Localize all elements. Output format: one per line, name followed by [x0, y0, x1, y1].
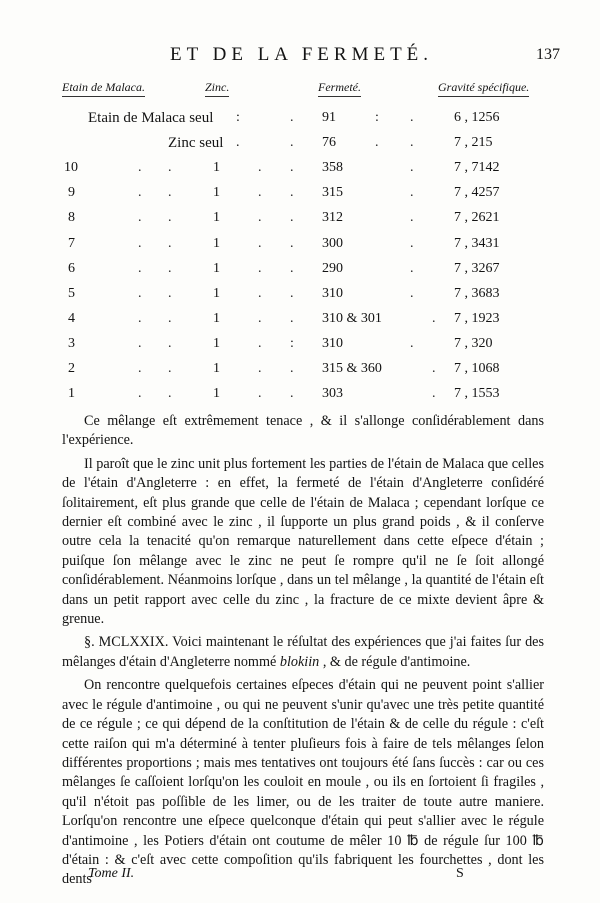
leader-dot: .	[410, 286, 414, 301]
cell-firmness: 290	[322, 261, 343, 276]
leader-dot: .	[258, 361, 262, 376]
leader-dot: .	[138, 311, 142, 326]
leader-dot: .	[258, 286, 262, 301]
leader-dot: .	[258, 336, 262, 351]
cell-firmness: 303	[322, 386, 343, 401]
cell-tin: 3	[68, 336, 75, 351]
cell-tin: 5	[68, 286, 75, 301]
cell-firmness: 310	[322, 286, 343, 301]
leader-dot: .	[168, 236, 172, 251]
leader-dot: .	[168, 261, 172, 276]
leader-dot: .	[432, 386, 436, 401]
cell-gravity: 7 , 1553	[454, 386, 500, 401]
cell-zinc: 1	[213, 236, 220, 251]
leader-dot: .	[168, 361, 172, 376]
leader-dot: :	[290, 336, 294, 351]
paragraph: On rencontre quelquefois certaines eſpeces d'étain qui ne peuvent point s'allier avec le régule d'antimoine , ou qui ne peuvent s'unir qu'avec une très petite quantité de ce régule ; ce qui dépend de la conſtitution de l'étain & de celle du régule : c'eſt cette raiſon qui m'a déterminé à tenter pluſieurs fois à faire de tels mêlanges ſelon différentes proportions ; mais mes tentatives ont toujours été ſans ſuccès : car ou ces mêlanges ſe caſſoient lorſqu'on les couloit en moule , ou ils en ſortoient ſi fragiles , qu'il n'étoit pas poſſible de les limer, ou de les traiter de toute autre maniere. Lorſqu'on rencontre une eſpece quelconque d'étain qui peut s'allier avec le régule d'antimoine , les Potiers d'étain ont coutume de mêler 10 ℔ de régule ſur 100 ℔ d'étain : & c'eſt avec cette compoſition qu'ils fabriquent les fourchettes , dont les dents	[62, 677, 544, 888]
cell-firmness: 310 & 301	[322, 311, 382, 326]
leader-dot: .	[138, 386, 142, 401]
header-zinc: Zinc.	[205, 80, 229, 97]
leader-dot: .	[138, 336, 142, 351]
cell-firmness: 315	[322, 185, 343, 200]
paragraph-text: §. MCLXXIX. Voici maintenant le réſultat des expériences que j'ai faites ſur des mêlanges d'étain d'Angleterre nommé	[62, 634, 544, 670]
cell-tin: 4	[68, 311, 75, 326]
leader-dot: .	[138, 210, 142, 225]
table-row	[0, 210, 600, 234]
leader-dot: .	[410, 210, 414, 225]
table-row	[0, 361, 600, 385]
header-firmness: Fermeté.	[318, 80, 361, 97]
table-row-tin-alone	[0, 110, 600, 134]
row-mark: :	[236, 110, 240, 125]
leader-dot: .	[410, 160, 414, 175]
cell-firmness: 310	[322, 336, 343, 351]
leader-dot: .	[258, 386, 262, 401]
leader-dot: .	[258, 210, 262, 225]
cell-gravity: 7 , 1068	[454, 361, 500, 376]
leader-dot: .	[258, 311, 262, 326]
table-row	[0, 236, 600, 260]
leader-dot: .	[432, 361, 436, 376]
leader-dot: .	[410, 110, 414, 125]
signature-mark: S	[456, 866, 464, 881]
row-mark: .	[236, 135, 240, 150]
leader-dot: .	[168, 336, 172, 351]
italic-term: blokiin	[279, 653, 320, 670]
cell-firmness: 300	[322, 236, 343, 251]
leader-dot: .	[290, 311, 294, 326]
page-number: 137	[536, 46, 560, 63]
cell-zinc: 1	[213, 210, 220, 225]
table-header	[0, 80, 600, 100]
table-row	[0, 185, 600, 209]
leader-dot: .	[290, 236, 294, 251]
leader-dot: .	[138, 160, 142, 175]
table-row	[0, 386, 600, 410]
cell-tin: 8	[68, 210, 75, 225]
cell-firmness: 315 & 360	[322, 361, 382, 376]
leader-dot: .	[258, 236, 262, 251]
cell-gravity: 7 , 320	[454, 336, 493, 351]
leader-dot: .	[290, 210, 294, 225]
header-gravity: Gravité spécifique.	[438, 80, 529, 97]
leader-dot: .	[168, 311, 172, 326]
leader-dot: .	[258, 185, 262, 200]
table-row	[0, 286, 600, 310]
leader-dot: .	[410, 236, 414, 251]
leader-dot: .	[138, 286, 142, 301]
leader-dot: .	[410, 261, 414, 276]
volume-mark: Tome II.	[88, 866, 135, 881]
leader-dot: .	[290, 110, 294, 125]
paragraph: Il paroît que le zinc unit plus fortement les parties de l'étain de Malaca que celles de l'étain d'Angleterre : en effet, la fermeté de l'étain d'Angleterre conſidéré ſolitairement, eſt plus grande que celle de l'étain de Malaca ; cependant lorſque ce dernier eſt combiné avec le zinc , il ſupporte un plus grand poids , & il conſerve outre cela la tenacité qu'on remarque naturellement dans cette eſpece d'étain ; puiſque ſon mêlange avec le zinc ne peut ſe rompre qu'il ne ſe ſoit allongé conſidérablement. Néanmoins lorſque , dans un tel mêlange , la quantité de l'étain eſt dans un petit rapport avec celle du zinc , la fracture de ce mixte devient âpre & grenue.	[62, 455, 544, 628]
cell-tin: 6	[68, 261, 75, 276]
table-row	[0, 160, 600, 184]
cell-gravity: 7 , 3267	[454, 261, 500, 276]
cell-tin: 9	[68, 185, 75, 200]
leader-dot: .	[258, 261, 262, 276]
cell-zinc: 1	[213, 386, 220, 401]
cell-zinc: 1	[213, 160, 220, 175]
row-label: Etain de Malaca seul	[88, 110, 214, 126]
header-tin: Etain de Malaca.	[62, 80, 145, 97]
table-row	[0, 336, 600, 360]
leader-dot: .	[168, 210, 172, 225]
body-text	[62, 412, 544, 890]
cell-zinc: 1	[213, 311, 220, 326]
running-head	[0, 44, 600, 70]
cell-zinc: 1	[213, 361, 220, 376]
row-label: Zinc seul	[168, 135, 224, 151]
leader-dot: .	[290, 386, 294, 401]
leader-dot: .	[432, 311, 436, 326]
cell-firmness: 312	[322, 210, 343, 225]
page-footer	[0, 866, 600, 886]
leader-dot: .	[168, 386, 172, 401]
table-row	[0, 261, 600, 285]
leader-dot: .	[290, 361, 294, 376]
cell-zinc: 1	[213, 286, 220, 301]
leader-dot: .	[375, 135, 379, 150]
cell-gravity: 7 , 3683	[454, 286, 500, 301]
cell-firmness: 91	[322, 110, 336, 125]
table-row-zinc-alone	[0, 135, 600, 159]
leader-dot: .	[258, 160, 262, 175]
paragraph-text: , & de régule d'antimoine.	[319, 653, 471, 670]
leader-dot: .	[168, 286, 172, 301]
running-title: ET DE LA FERMETÉ.	[170, 44, 434, 65]
cell-gravity: 7 , 3431	[454, 236, 500, 251]
leader-dot: .	[138, 261, 142, 276]
leader-dot: .	[290, 261, 294, 276]
leader-dot: .	[138, 361, 142, 376]
leader-dot: .	[138, 236, 142, 251]
cell-firmness: 76	[322, 135, 336, 150]
cell-tin: 1	[68, 386, 75, 401]
paragraph	[62, 633, 544, 672]
leader-dot: .	[168, 185, 172, 200]
leader-dot: .	[290, 185, 294, 200]
cell-gravity: 7 , 4257	[454, 185, 500, 200]
cell-zinc: 1	[213, 185, 220, 200]
cell-tin: 10	[64, 160, 78, 175]
cell-gravity: 7 , 2621	[454, 210, 500, 225]
cell-firmness: 358	[322, 160, 343, 175]
cell-gravity: 6 , 1256	[454, 110, 500, 125]
table-row	[0, 311, 600, 335]
cell-gravity: 7 , 7142	[454, 160, 500, 175]
leader-dot: .	[290, 286, 294, 301]
leader-dot: .	[410, 185, 414, 200]
leader-dot: .	[138, 185, 142, 200]
cell-zinc: 1	[213, 336, 220, 351]
paragraph: Ce mêlange eſt extrêmement tenace , & il s'allonge conſidérablement dans l'expérience.	[62, 413, 544, 449]
leader-dot: .	[410, 135, 414, 150]
cell-tin: 2	[68, 361, 75, 376]
cell-tin: 7	[68, 236, 75, 251]
leader-dot: .	[290, 160, 294, 175]
leader-dot: .	[168, 160, 172, 175]
leader-dot: :	[375, 110, 379, 125]
leader-dot: .	[290, 135, 294, 150]
cell-gravity: 7 , 1923	[454, 311, 500, 326]
leader-dot: .	[410, 336, 414, 351]
cell-gravity: 7 , 215	[454, 135, 493, 150]
cell-zinc: 1	[213, 261, 220, 276]
